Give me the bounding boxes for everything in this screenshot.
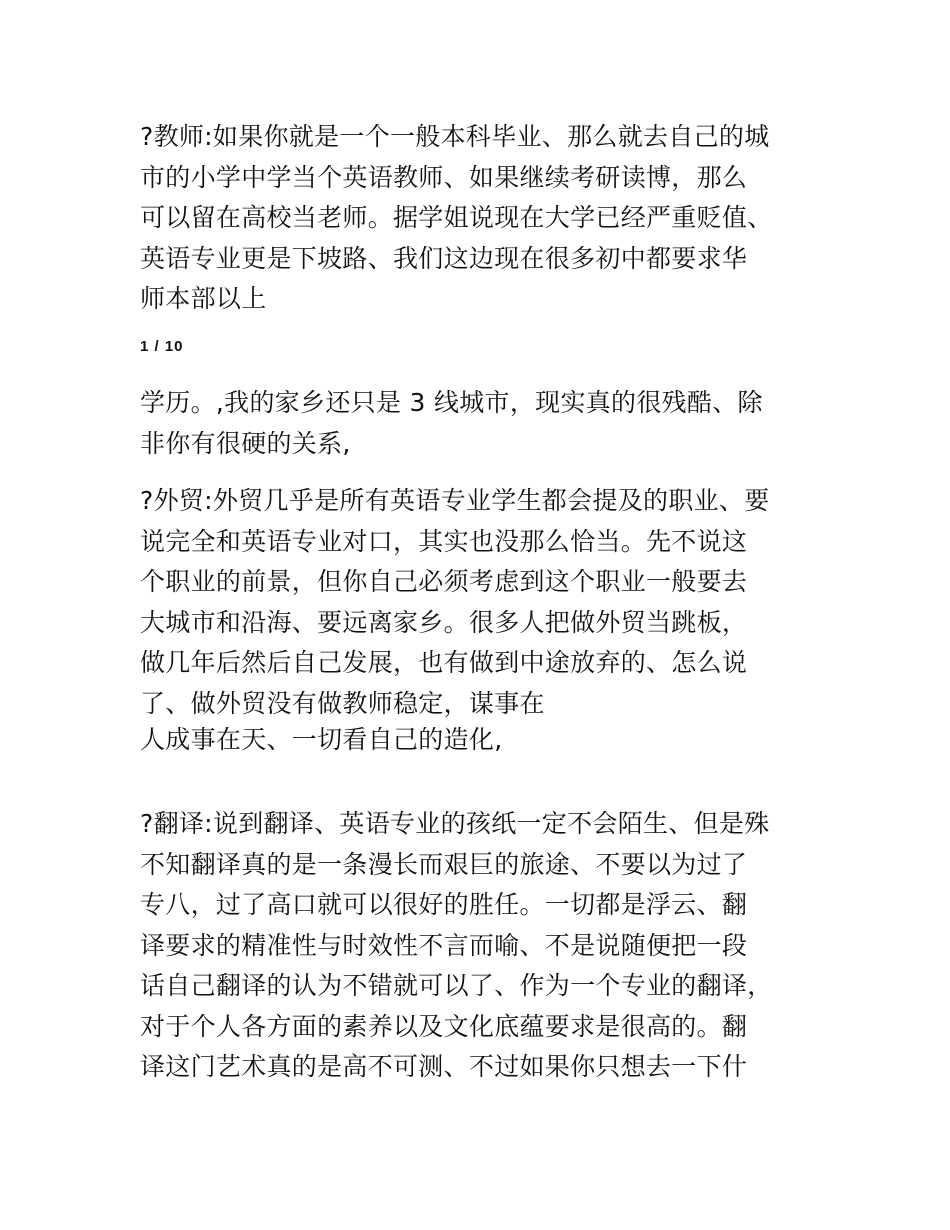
text-line: 英语专业更是下坡路、我们这边现在很多初中都要求华 — [140, 243, 748, 273]
text-line: 专八，过了高口就可以很好的胜任。一切都是浮云、翻 — [140, 890, 748, 919]
text-line: 大城市和沿海、要远离家乡。很多人把做外贸当跳板， — [140, 607, 748, 637]
paragraph-teacher — [140, 117, 830, 320]
page-number: 1 / 10 — [140, 338, 184, 355]
paragraph-fate — [140, 720, 830, 761]
text-line: ?翻译:说到翻译、英语专业的孩纸一定不会陌生、但是殊 — [140, 809, 770, 838]
text-line: 译要求的精准性与时效性不言而喻、不是说随便把一段 — [140, 930, 748, 960]
paragraph-foreign-trade — [140, 481, 830, 724]
text-line: 不知翻译真的是一条漫长而艰巨的旅途、不要以为过了 — [140, 849, 748, 879]
text-line: ?教师:如果你就是一个一般本科毕业、那么就去自己的城 — [140, 122, 770, 151]
text-line: 做几年后然后自己发展，也有做到中途放弃的、怎么说 — [140, 648, 748, 677]
text-line: 说完全和英语专业对口，其实也没那么恰当。先不说这 — [140, 526, 748, 556]
text-line: ?外贸:外贸几乎是所有英语专业学生都会提及的职业、要 — [140, 486, 770, 515]
paragraph-hometown — [140, 383, 830, 464]
text-line: 市的小学中学当个英语教师、如果继续考研读博，那么 — [140, 162, 748, 192]
text-line: 人成事在天、一切看自己的造化, — [140, 725, 503, 754]
text-line: 对于个人各方面的素养以及文化底蕴要求是很高的。翻 — [140, 1011, 748, 1041]
text-line: 学历。,我的家乡还只是 3 线城市，现实真的很残酷、除 — [140, 388, 763, 417]
text-line: 非你有很硬的关系, — [140, 428, 351, 458]
text-line: 了、做外贸没有做教师稳定，谋事在 — [140, 688, 545, 718]
paragraph-translation — [140, 804, 830, 1088]
text-line: 个职业的前景，但你自己必须考虑到这个职业一般要去 — [140, 567, 748, 596]
text-line: 可以留在高校当老师。据学姐说现在大学已经严重贬值、 — [140, 203, 773, 232]
text-line: 译这门艺术真的是高不可测、不过如果你只想去一下什 — [140, 1052, 748, 1081]
text-line: 师本部以上 — [140, 284, 267, 313]
text-line: 话自己翻译的认为不错就可以了、作为一个专业的翻译， — [140, 971, 773, 1000]
